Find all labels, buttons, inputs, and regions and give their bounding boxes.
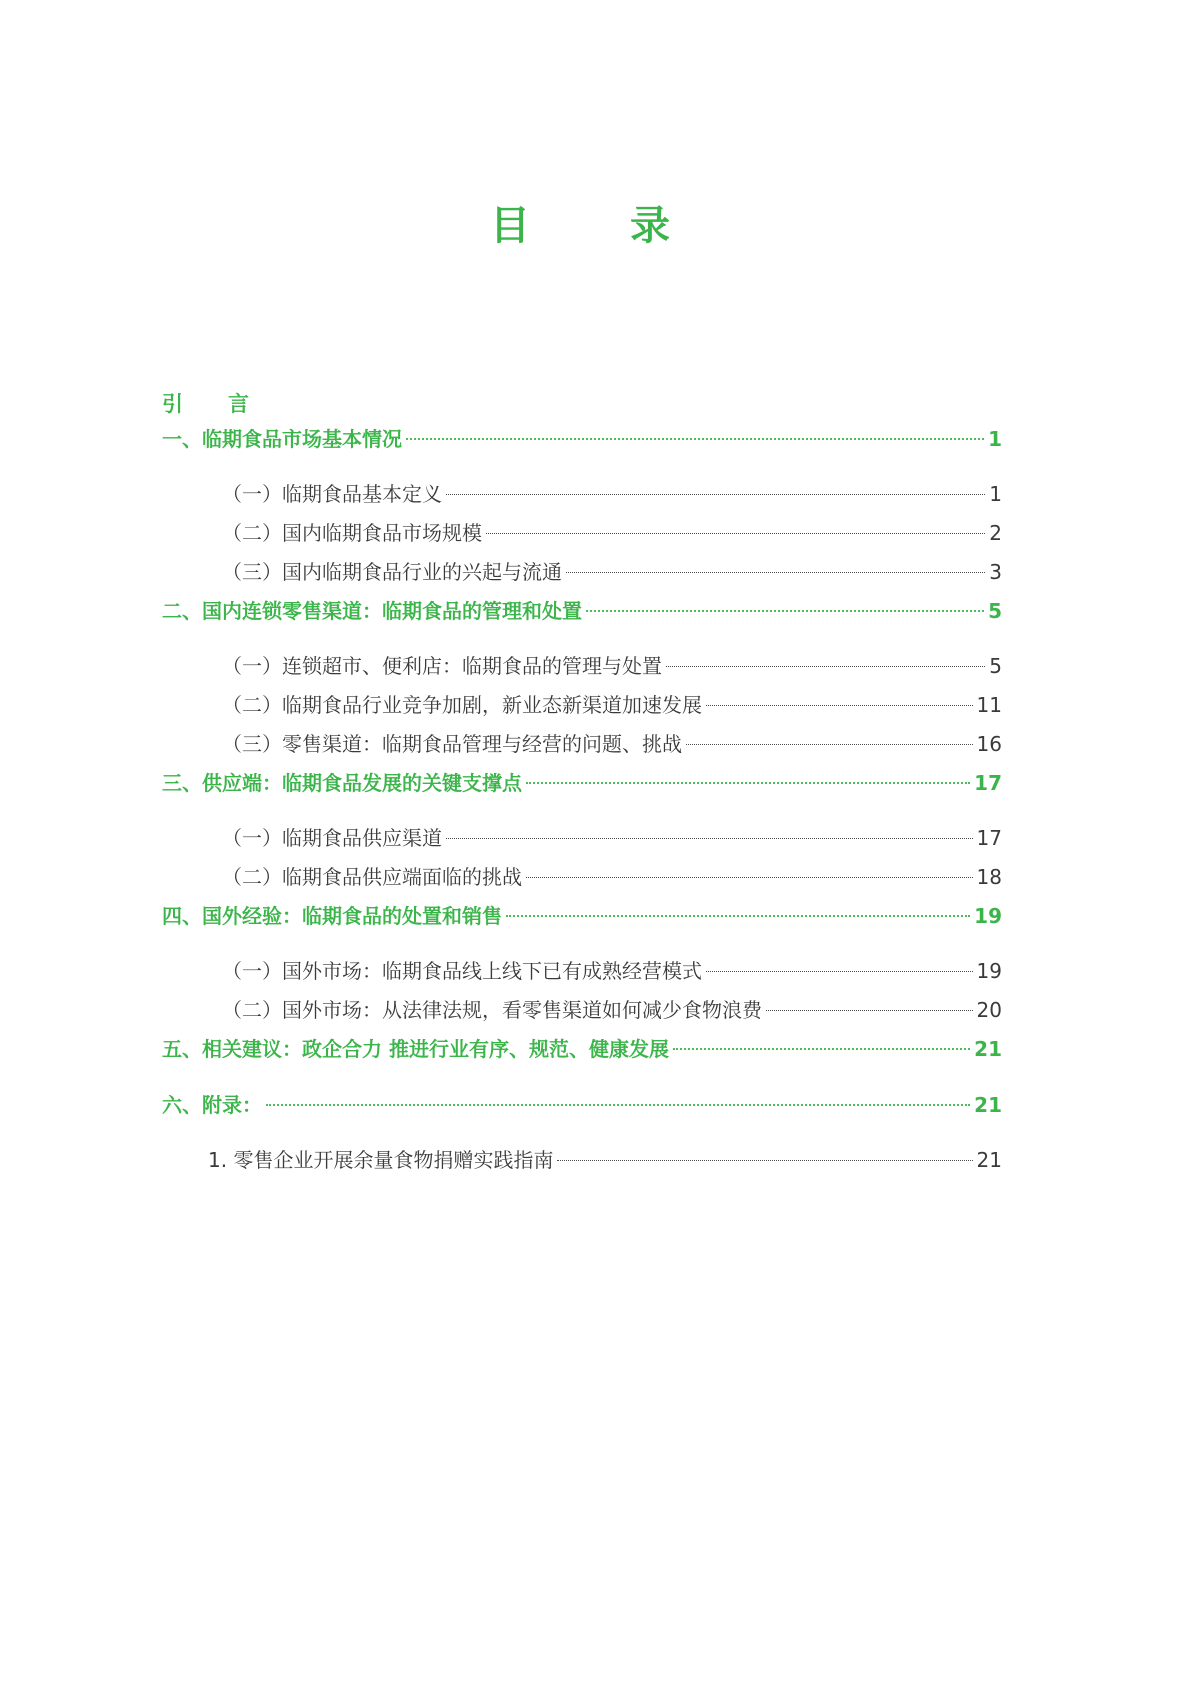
dot-leader	[506, 915, 970, 917]
toc-entry-section-6[interactable]	[162, 1090, 1002, 1120]
dot-leader	[486, 533, 985, 534]
toc-entry-label: （二）临期食品供应端面临的挑战	[222, 865, 522, 889]
toc-entry-page: 18	[976, 865, 1002, 889]
dot-leader	[706, 971, 973, 972]
toc-entry-section-3[interactable]	[162, 768, 1002, 798]
dot-leader	[666, 666, 985, 667]
toc-entry-page: 1	[989, 482, 1002, 506]
toc-entry-page: 21	[974, 1037, 1002, 1061]
toc-entry-subsection[interactable]	[222, 518, 1002, 548]
toc-entry-label: （一）国外市场：临期食品线上线下已有成熟经营模式	[222, 959, 702, 983]
toc-entry-section-5[interactable]	[162, 1034, 1002, 1064]
toc-entry-page: 19	[974, 904, 1002, 928]
toc-entry-page: 11	[976, 693, 1002, 717]
toc-entry-label: 二、国内连锁零售渠道：临期食品的管理和处置	[162, 599, 582, 623]
toc-entry-page: 1	[988, 427, 1002, 451]
toc-entry-label: （二）临期食品行业竞争加剧，新业态新渠道加速发展	[222, 693, 702, 717]
toc-entry-appendix-item[interactable]	[208, 1145, 1002, 1175]
dot-leader	[446, 838, 973, 839]
dot-leader	[706, 705, 973, 706]
toc-entry-subsection[interactable]	[222, 862, 1002, 892]
toc-entry-label: （二）国外市场：从法律法规，看零售渠道如何减少食物浪费	[222, 998, 762, 1022]
toc-entry-subsection[interactable]	[222, 823, 1002, 853]
toc-entry-page: 17	[974, 771, 1002, 795]
toc-entry-page: 21	[974, 1093, 1002, 1117]
toc-entry-subsection[interactable]	[222, 557, 1002, 587]
toc-entry-page: 5	[989, 654, 1002, 678]
toc-entry-page: 20	[976, 998, 1002, 1022]
dot-leader	[406, 438, 984, 440]
dot-leader	[266, 1104, 970, 1106]
toc-entry-label: 四、国外经验：临期食品的处置和销售	[162, 904, 502, 928]
toc-entry-page: 16	[976, 732, 1002, 756]
dot-leader	[526, 782, 970, 784]
toc-entry-label: （三）零售渠道：临期食品管理与经营的问题、挑战	[222, 732, 682, 756]
toc-entry-label: 五、相关建议：政企合力 推进行业有序、规范、健康发展	[162, 1037, 669, 1061]
dot-leader	[673, 1048, 970, 1050]
dot-leader	[766, 1010, 973, 1011]
toc-entry-page: 21	[976, 1148, 1002, 1172]
toc-entry-page: 2	[989, 521, 1002, 545]
toc-entry-subsection[interactable]	[222, 995, 1002, 1025]
toc-entry-label: （二）国内临期食品市场规模	[222, 521, 482, 545]
dot-leader	[526, 877, 973, 878]
dot-leader	[586, 610, 984, 612]
toc-entry-subsection[interactable]	[222, 956, 1002, 986]
dot-leader	[557, 1160, 972, 1161]
toc-entry-section-2[interactable]	[162, 596, 1002, 626]
toc-entry-page: 5	[988, 599, 1002, 623]
toc-entry-label: 三、供应端：临期食品发展的关键支撑点	[162, 771, 522, 795]
dot-leader	[686, 744, 973, 745]
toc-entry-page: 3	[989, 560, 1002, 584]
toc-entry-label: （三）国内临期食品行业的兴起与流通	[222, 560, 562, 584]
page-title: 目 录	[490, 203, 700, 249]
toc-entry-label: 六、附录：	[162, 1093, 262, 1117]
toc-entry-section-1[interactable]	[162, 424, 1002, 454]
toc-entry-label: （一）临期食品基本定义	[222, 482, 442, 506]
toc-entry-label: （一）临期食品供应渠道	[222, 826, 442, 850]
toc-entry-subsection[interactable]	[222, 651, 1002, 681]
toc-entry-label: （一）连锁超市、便利店：临期食品的管理与处置	[222, 654, 662, 678]
dot-leader	[446, 494, 985, 495]
toc-entry-subsection[interactable]	[222, 729, 1002, 759]
toc-intro-heading[interactable]: 引 言	[162, 392, 261, 416]
toc-entry-subsection[interactable]	[222, 690, 1002, 720]
toc-entry-page: 19	[976, 959, 1002, 983]
toc-entry-label: 一、临期食品市场基本情况	[162, 427, 402, 451]
toc-entry-label: 1. 零售企业开展余量食物捐赠实践指南	[208, 1148, 554, 1172]
toc-entry-subsection[interactable]	[222, 479, 1002, 509]
toc-entry-section-4[interactable]	[162, 901, 1002, 931]
toc-entry-page: 17	[976, 826, 1002, 850]
dot-leader	[566, 572, 985, 573]
